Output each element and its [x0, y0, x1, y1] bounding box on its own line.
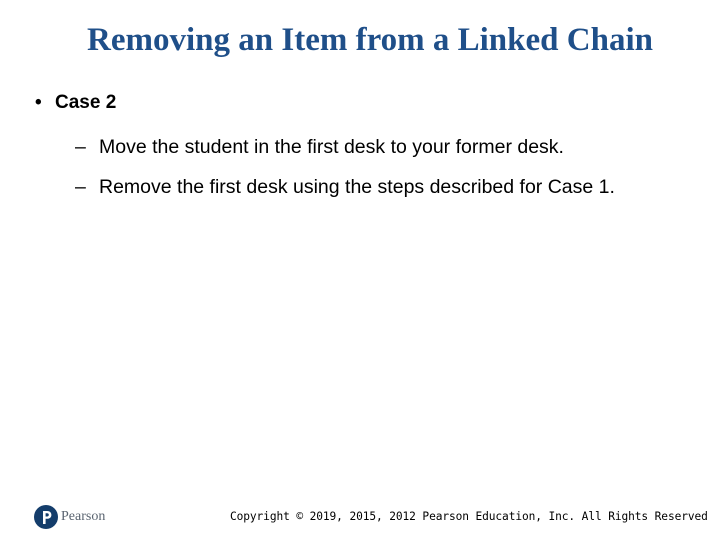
sub-bullet-move-student: [75, 136, 564, 159]
sub-bullet-text: Move the student in the first desk to your former desk.: [99, 136, 564, 158]
bullet-text: Case 2: [55, 92, 117, 113]
sub-bullet-marker: –: [75, 136, 86, 158]
slide-title: Removing an Item from a Linked Chain: [87, 22, 653, 58]
sub-bullet-remove-desk: [75, 176, 615, 199]
pearson-logo: [34, 504, 105, 530]
pearson-logo-text: Pearson: [61, 509, 106, 524]
sub-bullet-marker: –: [75, 176, 86, 198]
bullet-case-2: [35, 92, 116, 114]
pearson-logo-icon: [34, 505, 58, 529]
bullet-marker: •: [35, 92, 42, 113]
sub-bullet-text: Remove the first desk using the steps described for Case 1.: [99, 176, 615, 198]
copyright-notice: Copyright © 2019, 2015, 2012 Pearson Education, Inc. All Rights Reserved: [230, 510, 708, 523]
